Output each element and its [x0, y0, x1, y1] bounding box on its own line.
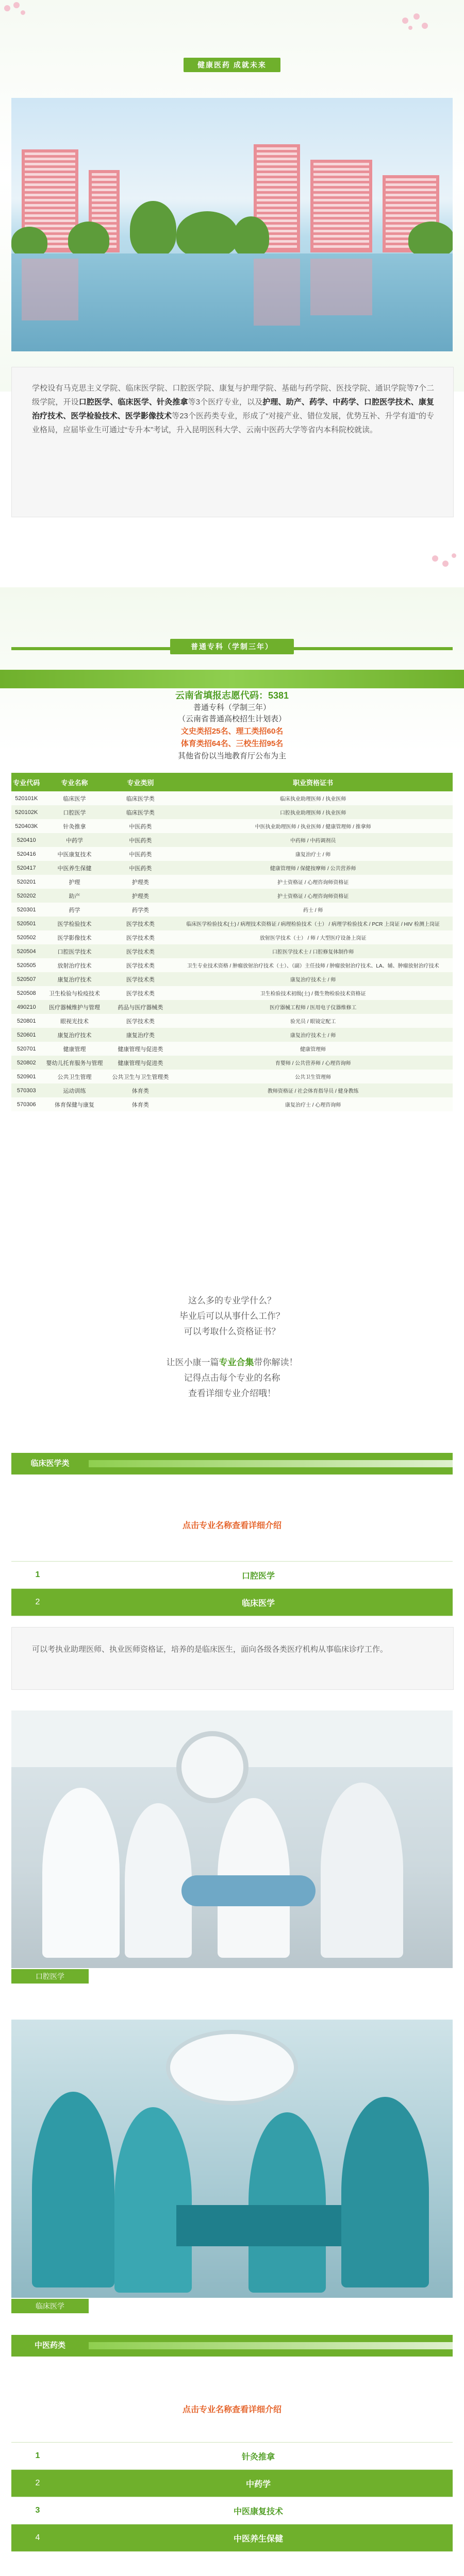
table-cell: 教师资格证 / 社会体育指导员 / 健身教练: [173, 1083, 453, 1097]
tcm-click-tip: 点击专业名称查看详细介绍: [182, 2405, 281, 2414]
table-cell: 520507: [11, 972, 42, 986]
table-row: [11, 1097, 453, 1111]
section2-underbar: [0, 670, 464, 688]
table-cell: 520901: [11, 1070, 42, 1083]
table-cell: 体育类: [107, 1097, 173, 1111]
section2-pill: 普通专科（学制三年）: [170, 639, 294, 654]
table-row: [11, 903, 453, 917]
clinical-item-2[interactable]: 2 临床医学: [11, 1589, 453, 1616]
question-3: 可以考取什么资格证书？: [184, 1327, 280, 1336]
table-cell: 口腔医学: [42, 805, 108, 819]
clinical-desc: 可以考执业助理医师、执业医师资格证，培养的是临床医生，面向各级各类医疗机构从事临床诊疗工作。: [32, 1645, 388, 1654]
table-cell: 医学技术类: [107, 917, 173, 930]
table-cell: 医疗器械维护与管理: [42, 1000, 108, 1014]
table-cell: 医学影像技术: [42, 930, 108, 944]
table-row: [11, 1056, 453, 1070]
clinical-desc-card: [11, 1627, 454, 1690]
table-cell: 中医药类: [107, 833, 173, 847]
table-cell: 临床医学类: [107, 791, 173, 805]
table-cell: 临床医学类: [107, 805, 173, 819]
table-cell: 针灸推拿: [42, 819, 108, 833]
table-cell: 520801: [11, 1014, 42, 1028]
hint-line-1: 记得点击每个专业的名称: [184, 1373, 280, 1383]
table-cell: 临床执业助理医师 / 执业医师: [173, 791, 453, 805]
tcm-item-2[interactable]: 2 中药学: [11, 2470, 453, 2497]
table-cell: 520201: [11, 875, 42, 889]
table-cell: 520508: [11, 986, 42, 1000]
table-cell: 520505: [11, 958, 42, 972]
table-cell: 口腔医学技术: [42, 944, 108, 958]
clinical-medicine-caption: 临床医学: [11, 2299, 89, 2313]
table-cell: 520102K: [11, 805, 42, 819]
table-cell: 放射医学技术（士） / 师 / 大型医疗设备上岗证: [173, 930, 453, 944]
table-cell: 520601: [11, 1028, 42, 1042]
table-cell: 康复治疗技术: [42, 1028, 108, 1042]
table-cell: 520502: [11, 930, 42, 944]
table-header: 专业类别: [107, 773, 173, 791]
plan-line: （云南省普通高校招生计划表）: [177, 715, 286, 723]
table-cell: 卫生检验与检疫技术: [42, 986, 108, 1000]
table-cell: 口腔执业助理医师 / 执业医师: [173, 805, 453, 819]
table-cell: 520501: [11, 917, 42, 930]
table-cell: 放射治疗技术: [42, 958, 108, 972]
oral-medicine-caption: 口腔医学: [11, 1969, 89, 1984]
table-cell: 临床医学检验技术(士) / 病理技术资格证 / 病理检验技术（士） / 病理学检验技术 / PCR 上岗证 / HIV 检测上岗证: [173, 917, 453, 930]
table-cell: 公共卫生管理: [42, 1070, 108, 1083]
table-cell: 体育类: [107, 1083, 173, 1097]
table-row: [11, 1028, 453, 1042]
table-cell: 护士资格证 / 心理咨询师资格证: [173, 875, 453, 889]
table-cell: 医学技术类: [107, 986, 173, 1000]
table-row: [11, 930, 453, 944]
table-row: [11, 847, 453, 861]
major-link-tcm-health[interactable]: 中医养生保健: [64, 2524, 453, 2552]
tcm-section-header: [11, 2335, 453, 2357]
table-cell: 体育保健与康复: [42, 1097, 108, 1111]
admission-code: 云南省填报志愿代码：5381: [175, 690, 289, 701]
table-row: [11, 1014, 453, 1028]
table-row: [11, 805, 453, 819]
table-cell: 健康管理师: [173, 1042, 453, 1056]
table-row: [11, 875, 453, 889]
table-row: [11, 1083, 453, 1097]
table-row: [11, 917, 453, 930]
quota-line-2: 体育类招64名、三校生招95名: [180, 739, 284, 748]
table-cell: 中医药类: [107, 847, 173, 861]
question-1: 这么多的专业学什么？: [188, 1296, 276, 1306]
table-cell: 药学类: [107, 903, 173, 917]
table-cell: 健康管理与促进类: [107, 1042, 173, 1056]
table-header: 专业名称: [42, 773, 108, 791]
lead-line: 让医小康一篇专业合集带你解读！: [166, 1358, 298, 1367]
table-cell: 520410: [11, 833, 42, 847]
table-cell: 医学技术类: [107, 930, 173, 944]
blossom-decoration-right: [397, 10, 433, 36]
table-cell: 口腔医学技术士 / 口腔修复体制作师: [173, 944, 453, 958]
intro-paragraph: 学校设有马克思主义学院、临床医学院、口腔医学院、康复与护理学院、基础与药学院、医技学院、通识学院等7个二级学院，开设口腔医学、临床医学、针灸推拿等3个医疗专业，以及护理、助产、药学、中药学、口腔医学技术、康复治疗技术、医学检验技术、医学影像技术等23个医药类专业，形成了“对接产业、错位发展，优势互补、升学有道”的专业格局，应届毕业生可通过“专升本”考试，升入昆明医科大学、云南中医药大学等省内本科院校就读。: [32, 384, 434, 434]
table-cell: 验光员 / 眼镜定配工: [173, 1014, 453, 1028]
table-cell: 公共卫生管理师: [173, 1070, 453, 1083]
table-row: [11, 819, 453, 833]
table-cell: 眼视光技术: [42, 1014, 108, 1028]
table-cell: 中药学: [42, 833, 108, 847]
major-link-clinical-medicine[interactable]: 临床医学: [64, 1589, 453, 1616]
table-cell: 健康管理与促进类: [107, 1056, 173, 1070]
table-cell: 护理类: [107, 889, 173, 903]
clinical-major-list: [11, 1561, 453, 1616]
tcm-item-3[interactable]: 3 中医康复技术: [11, 2497, 453, 2524]
table-cell: 健康管理师 / 保健按摩师 / 公共营养师: [173, 861, 453, 875]
slogan-badge: 健康医药 成就未来: [184, 58, 280, 72]
table-cell: 康复治疗技术士 / 师: [173, 972, 453, 986]
hint-line-2: 查看详细专业介绍哦！: [188, 1388, 276, 1398]
table-row: [11, 1042, 453, 1056]
table-cell: 中医药类: [107, 861, 173, 875]
table-row: [11, 1000, 453, 1014]
table-cell: 520403K: [11, 819, 42, 833]
table-cell: 中医康复技术: [42, 847, 108, 861]
table-cell: 520417: [11, 861, 42, 875]
table-cell: 570306: [11, 1097, 42, 1111]
major-table: [11, 773, 453, 1111]
table-cell: 520802: [11, 1056, 42, 1070]
tcm-tab: 中医药类: [11, 2335, 89, 2357]
table-cell: 运动训练: [42, 1083, 108, 1097]
oral-medicine-photo: [11, 1710, 453, 1968]
major-link-tcm-rehab[interactable]: 中医康复技术: [64, 2497, 453, 2524]
clinical-section-header: [11, 1453, 453, 1475]
table-cell: 康复治疗技术士 / 师: [173, 1028, 453, 1042]
table-cell: 健康管理: [42, 1042, 108, 1056]
table-cell: 520301: [11, 903, 42, 917]
table-header: 职业资格证书: [173, 773, 453, 791]
major-link-tcm-pharmacy[interactable]: 中药学: [64, 2470, 453, 2497]
table-cell: 公共卫生与卫生管理类: [107, 1070, 173, 1083]
table-cell: 药品与医疗器械类: [107, 1000, 173, 1014]
table-cell: 520416: [11, 847, 42, 861]
table-cell: 医学技术类: [107, 972, 173, 986]
program-line: 普通专科（学制三年）: [193, 703, 271, 712]
table-cell: 医学检验技术: [42, 917, 108, 930]
tcm-item-1[interactable]: 1 针灸推拿: [11, 2443, 453, 2470]
clinical-click-tip: 点击专业名称查看详细介绍: [182, 1521, 281, 1530]
clinical-item-1[interactable]: 1 口腔医学: [11, 1562, 453, 1589]
table-cell: 中医养生保健: [42, 861, 108, 875]
major-link-oral-medicine[interactable]: 口腔医学: [64, 1562, 453, 1589]
table-cell: 520701: [11, 1042, 42, 1056]
major-link-acupuncture[interactable]: 针灸推拿: [64, 2443, 453, 2470]
table-cell: 临床医学: [42, 791, 108, 805]
table-cell: 婴幼儿托育服务与管理: [42, 1056, 108, 1070]
table-cell: 医学技术类: [107, 1014, 173, 1028]
table-cell: 护理类: [107, 875, 173, 889]
table-cell: 药学: [42, 903, 108, 917]
clinical-tab: 临床医学类: [11, 1453, 89, 1475]
blossom-decoration-left: [0, 0, 36, 26]
table-row: [11, 861, 453, 875]
table-row: [11, 958, 453, 972]
table-cell: 520504: [11, 944, 42, 958]
table-cell: 中药师 / 中药调剂员: [173, 833, 453, 847]
campus-photo: [11, 98, 453, 351]
blossom-decoration-mid: [428, 551, 464, 577]
table-row: [11, 889, 453, 903]
table-cell: 卫生专业技术资格 / 肿瘤放射治疗技术（士）、（副）主任技师 / 肿瘤放射治疗技术、LA、辅、肿瘤放射治疗技术: [173, 958, 453, 972]
table-header: 专业代码: [11, 773, 42, 791]
table-row: [11, 791, 453, 805]
table-cell: 卫生检验技术初级(士) / 微生物检验技术资格证: [173, 986, 453, 1000]
table-cell: 护士资格证 / 心理咨询师资格证: [173, 889, 453, 903]
table-cell: 护理: [42, 875, 108, 889]
table-cell: 520101K: [11, 791, 42, 805]
clinical-medicine-photo: [11, 2020, 453, 2298]
table-cell: 570303: [11, 1083, 42, 1097]
table-row: [11, 972, 453, 986]
table-cell: 育婴师 / 公共营养师 / 心理咨询师: [173, 1056, 453, 1070]
other-province-line: 其他省份以当地教育厅公布为主: [177, 752, 286, 760]
table-cell: 康复治疗士 / 心理咨询师: [173, 1097, 453, 1111]
table-cell: 490210: [11, 1000, 42, 1014]
table-cell: 医学技术类: [107, 944, 173, 958]
table-row: [11, 944, 453, 958]
table-cell: 医疗器械工程师 / 医用电子仪器维修工: [173, 1000, 453, 1014]
table-row: [11, 1070, 453, 1083]
table-row: [11, 833, 453, 847]
question-2: 毕业后可以从事什么工作？: [179, 1311, 285, 1321]
table-cell: 医学技术类: [107, 958, 173, 972]
table-row: [11, 986, 453, 1000]
table-cell: 中医执业助理医师 / 执业医师 / 健康管理师 / 推拿师: [173, 819, 453, 833]
table-cell: 助产: [42, 889, 108, 903]
table-cell: 康复治疗类: [107, 1028, 173, 1042]
table-cell: 520202: [11, 889, 42, 903]
table-cell: 康复治疗士 / 师: [173, 847, 453, 861]
table-cell: 中医药类: [107, 819, 173, 833]
table-cell: 康复治疗技术: [42, 972, 108, 986]
tcm-item-4[interactable]: 4 中医养生保健: [11, 2524, 453, 2552]
tcm-major-list: [11, 2442, 453, 2552]
quota-line-1: 文史类招25名、理工类招60名: [180, 727, 284, 736]
table-cell: 药士 / 师: [173, 903, 453, 917]
